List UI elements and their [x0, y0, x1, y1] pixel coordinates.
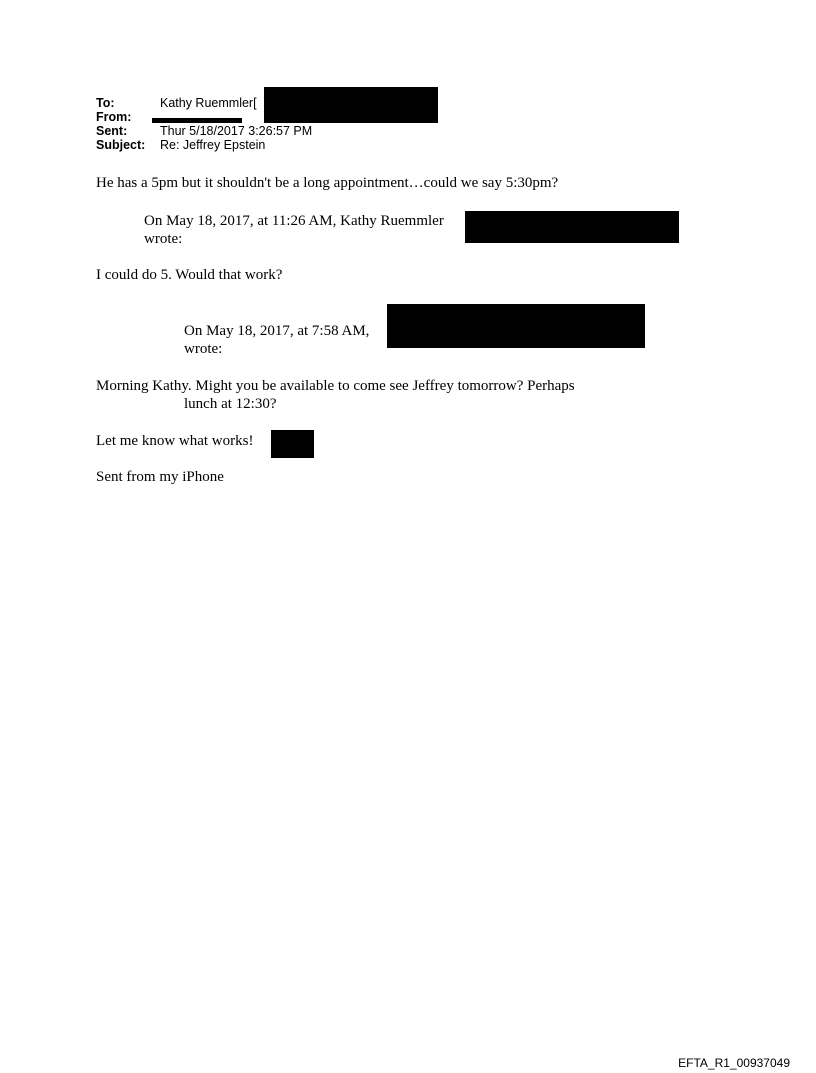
redaction-quote2-sender	[387, 304, 645, 348]
from-label: From:	[96, 110, 132, 124]
to-label: To:	[96, 96, 115, 110]
reply-line: He has a 5pm but it shouldn't be a long appointment…could we say 5:30pm?	[96, 175, 559, 191]
subject-label: Subject:	[96, 138, 146, 152]
quote1-wrote: wrote:	[144, 231, 183, 247]
redaction-to	[264, 87, 438, 123]
quote2-intro: On May 18, 2017, at 7:58 AM,	[184, 323, 370, 339]
signature: Sent from my iPhone	[96, 469, 224, 485]
quote1-text: I could do 5. Would that work?	[96, 267, 283, 283]
quote2-wrote: wrote:	[184, 341, 223, 357]
subject-value: Re: Jeffrey Epstein	[160, 138, 266, 152]
redaction-signature	[271, 430, 314, 458]
redaction-quote1-email	[465, 211, 679, 243]
quote1-intro: On May 18, 2017, at 11:26 AM, Kathy Ruemmler	[144, 213, 444, 229]
quote2-line2: lunch at 12:30?	[184, 396, 277, 412]
quote2-line1: Morning Kathy. Might you be available to come see Jeffrey tomorrow? Perhaps	[96, 378, 575, 394]
document-id: EFTA_R1_00937049	[678, 1056, 790, 1070]
to-value: Kathy Ruemmler[	[160, 96, 257, 110]
sent-label: Sent:	[96, 124, 128, 138]
sent-value: Thur 5/18/2017 3:26:57 PM	[160, 124, 313, 138]
quote2-closing: Let me know what works!	[96, 433, 254, 449]
redaction-from	[152, 118, 242, 123]
